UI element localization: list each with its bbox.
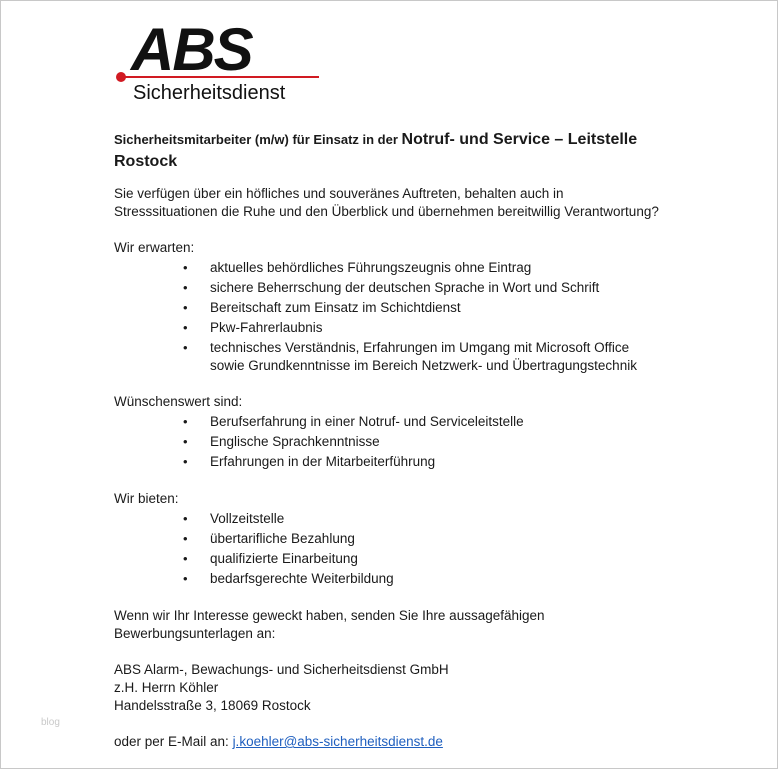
headline-emphasis: Notruf- und Service – Leitstelle <box>401 131 638 148</box>
list-item-text-continued: sowie Grundkenntnisse im Bereich Netzwerk- und Übertragungstechnik <box>210 358 637 373</box>
list-item <box>183 509 714 529</box>
list-item-text: Englische Sprachkenntnisse <box>210 434 380 449</box>
desired-list <box>114 412 714 472</box>
list-item <box>183 549 714 569</box>
headline-prefix: Sicherheitsmitarbeiter (m/w) für Einsatz in der <box>114 132 402 147</box>
company-logo <box>111 15 326 105</box>
list-item-text: Bereitschaft zum Einsatz im Schichtdienst <box>210 300 461 315</box>
expect-section-title: Wir erwarten: <box>114 240 195 255</box>
bullet-icon: • <box>183 531 188 546</box>
list-item <box>183 569 714 589</box>
closing-line: Bewerbungsunterlagen an: <box>114 626 276 641</box>
list-item-text: Pkw-Fahrerlaubnis <box>210 320 323 335</box>
bullet-icon: • <box>183 454 188 469</box>
intro-line: Sie verfügen über ein höfliches und souveränes Auftreten, behalten auch in <box>114 186 564 201</box>
watermark-text: blog <box>41 717 60 728</box>
list-item <box>183 339 714 375</box>
abs-logo-graphic <box>111 15 326 105</box>
list-item-text: technisches Verständnis, Erfahrungen im Umgang mit Microsoft Office <box>210 340 630 355</box>
bullet-icon: • <box>183 260 188 275</box>
bullet-icon: • <box>183 320 188 335</box>
list-item <box>183 432 714 452</box>
list-item-text: aktuelles behördliches Führungszeugnis ohne Eintrag <box>210 260 532 275</box>
bullet-icon: • <box>183 414 188 429</box>
list-item <box>183 452 714 472</box>
list-item-text: bedarfsgerechte Weiterbildung <box>210 571 394 586</box>
bullet-icon: • <box>183 280 188 295</box>
list-item-text: qualifizierte Einarbeitung <box>210 551 358 566</box>
list-item-text: sichere Beherrschung der deutschen Sprache in Wort und Schrift <box>210 280 600 295</box>
offer-section-title: Wir bieten: <box>114 491 179 506</box>
email-line <box>114 733 714 751</box>
logo-brand-text: ABS <box>131 16 252 83</box>
bullet-icon: • <box>183 300 188 315</box>
logo-subtitle-text: Sicherheitsdienst <box>133 82 286 104</box>
expect-list <box>114 258 714 375</box>
bullet-icon: • <box>183 551 188 566</box>
list-item-text: übertarifliche Bezahlung <box>210 531 355 546</box>
bullet-icon: • <box>183 511 188 526</box>
desired-section-title: Wünschenswert sind: <box>114 394 243 409</box>
address-company: ABS Alarm-, Bewachungs- und Sicherheitsdienst GmbH <box>114 662 449 677</box>
address-contact: z.H. Herrn Köhler <box>114 680 219 695</box>
list-item <box>183 278 714 298</box>
list-item-text: Vollzeitstelle <box>210 511 285 526</box>
intro-line: Stresssituationen die Ruhe und den Überblick und übernehmen bereitwillig Verantwortung? <box>114 204 659 219</box>
list-item <box>183 258 714 278</box>
list-item-text: Berufserfahrung in einer Notruf- und Serviceleitstelle <box>210 414 524 429</box>
address-block <box>114 661 714 715</box>
list-item <box>183 412 714 432</box>
bullet-icon: • <box>183 434 188 449</box>
list-item <box>183 529 714 549</box>
address-street: Handelsstraße 3, 18069 Rostock <box>114 698 311 713</box>
closing-line: Wenn wir Ihr Interesse geweckt haben, senden Sie Ihre aussagefähigen <box>114 608 545 623</box>
list-item-text: Erfahrungen in der Mitarbeiterführung <box>210 454 436 469</box>
intro-paragraph <box>114 185 714 221</box>
closing-paragraph <box>114 607 714 643</box>
email-link[interactable]: j.koehler@abs-sicherheitsdienst.de <box>232 734 443 749</box>
offer-list <box>114 509 714 589</box>
list-item <box>183 318 714 338</box>
bullet-icon: • <box>183 571 188 586</box>
bullet-icon: • <box>183 340 188 355</box>
email-prefix: oder per E-Mail an: <box>114 734 233 749</box>
list-item <box>183 298 714 318</box>
job-headline <box>114 129 714 173</box>
headline-city: Rostock <box>114 153 178 170</box>
job-posting-body <box>114 129 714 751</box>
